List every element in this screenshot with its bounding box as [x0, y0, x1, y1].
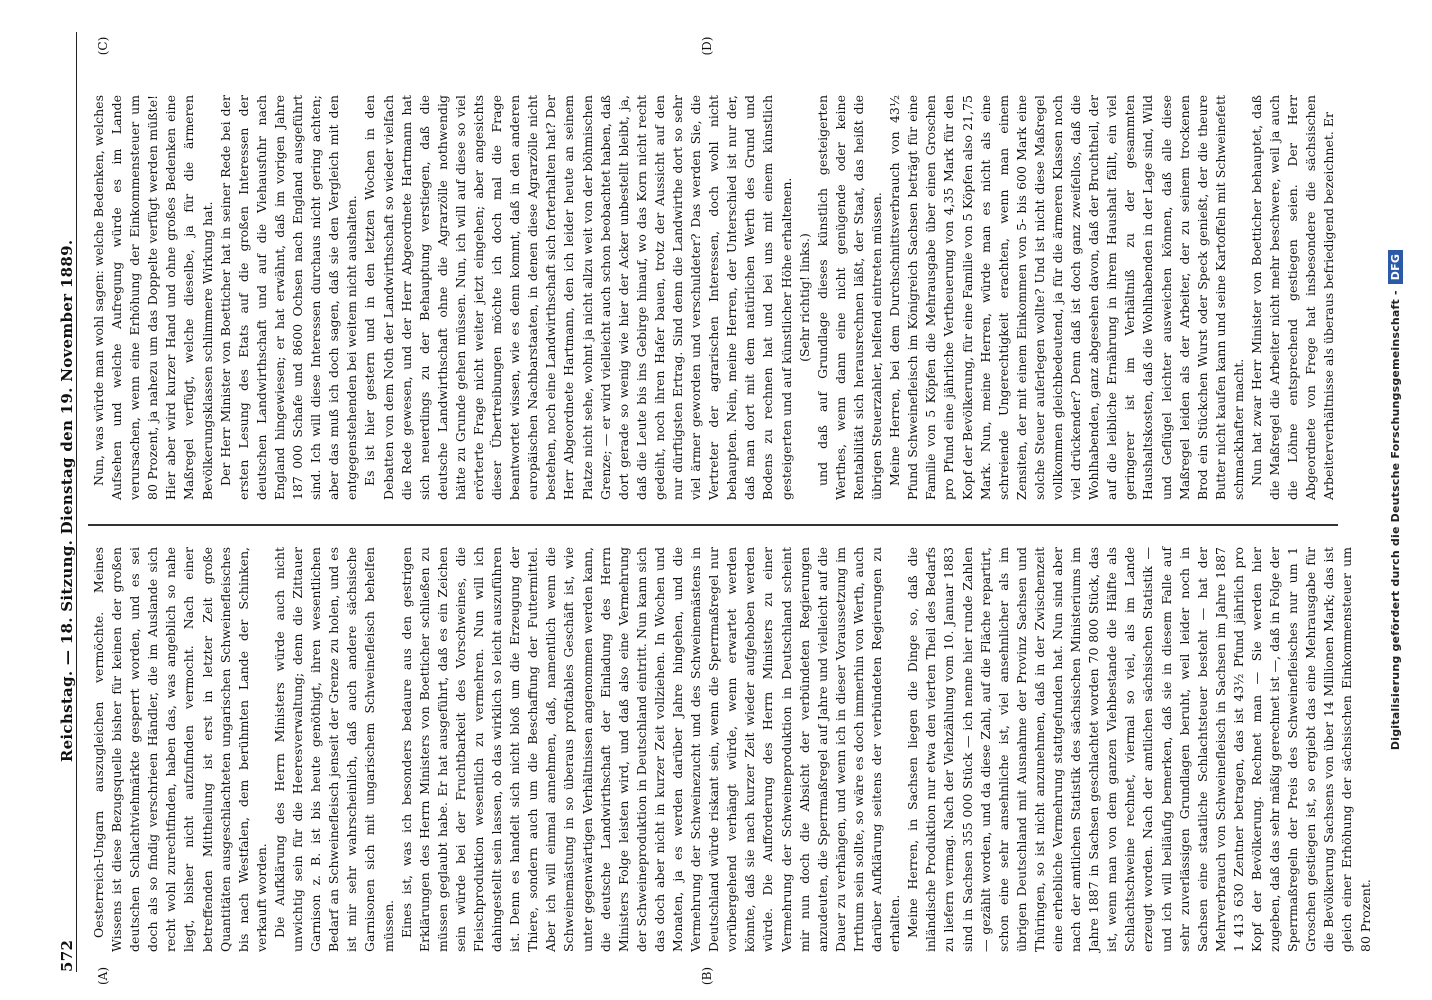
- paragraph: Es ist hier gestern und in den letzten Wochen in den Debatten von dem Noth der Landwirthschaft so wieder vielfach die Rede gewesen, und der Herr Abgeordnete Hartmann hat sich neuerdings zu der Behauptung verstiegen, daß die deutsche Landwirthschaft ohne die Agrarzölle nothwendig hätte zu Grunde gehen müssen. Nun, ich will auf diese so viel erörterte Frage nicht weiter jetzt eingehen; aber angesichts dieser Übertreibungen möchte ich doch mal die Frage beantwortet wissen, wie es denn kommt, daß in den anderen europäischen Nachbarstaaten, in denen diese Agrarzölle nicht bestehen, noch eine Landwirthschaft sich forterhalten hat? Der Herr Abgeordnete Hartmann, den ich leider heute an seinem Platze nicht sehe, wohnt ja nicht allzu weit von der böhmischen Grenze; — er wird vielleicht auch schon beobachtet haben, daß dort gerade so wenig wie hier der Acker unbestellt bleibt, ja, daß die Leute bis ins Gebirge hinauf, wo das Korn nicht recht gedeiht, noch ihren Hafer bauen, trotz der Aussicht auf den nur dürftigsten Ertrag. Sind denn die Landwirthe dort so sehr viel ärmer geworden und verschuldeter? Das werden Sie, die Vertreter der agrarischen Interessen, doch wohl nicht behaupten. Nein, meine Herren, der Unterschied ist nur der, daß man dort mit dem natürlichen Werth des Grund und Bodens zu rechnen hat und bei uns mit einem künstlich gesteigerten und auf künstlicher Höhe erhaltenen.: [362, 95, 794, 500]
- margin-label-b: (B): [700, 966, 714, 986]
- column-divider: [88, 524, 1338, 526]
- paragraph: Der Herr Minister von Boetticher hat in seiner Rede bei der ersten Lesung des Etats auf die großen Interessen der deutschen Landwirthschaft und auf die Viehausfuhr nach England hingewiesen; er hat erwähnt, daß im vorigen Jahre 187 000 Schafe und 8600 Ochsen nach England ausgeführt sind. Ich will diese Interessen durchaus nicht gering achten; aber das muß ich doch sagen, daß sie den Vergleich mit den entgegenstehenden bei weitem nicht aushalten.: [217, 95, 360, 500]
- paragraph: Oesterreich-Ungarn auszugleichen vermöchte. Meines Wissens ist diese Bezugsquelle bisher für keinen der großen deutschen Schlachtviehmärkte gesperrt worden, und es sei doch als so findig verschrieen Händler, die im Auslande sich recht wohl zurechtfinden, haben das, was angeblich so nahe liegt, bisher nicht aufzufinden vermocht. Nach einer betreffenden Mittheilung ist erst in letzter Zeit große Quantitäten ausgeschlachteten ungarischen Schweinefleisches bis nach Westfalen, dem berühmten Lande der Schinken, verkauft worden.: [91, 547, 269, 952]
- paragraph: Eines ist, was ich besonders bedaure aus den gestrigen Erklärungen des Herrn Ministers von Boetticher schließen zu müssen geglaubt habe. Er hat ausgeführt, daß es ein Zeichen sein würde bei der Fruchtbarkeit des Vorschweines, die Fleischproduktion wesentlich zu vermehren. Nun will ich dahingestellt sein lassen, ob das wirklich so leicht auszuführen ist. Denn es handelt sich nicht bloß um die Erzeugung der Thiere, sondern auch um die Beschaffung der Futtermittel. Aber ich will einmal annehmen, daß, namentlich wenn die Schweinemästung in so überaus profitables Geschäft ist, wie unter gegenwärtigen Verhältnissen angenommen werden kann, die deutsche Landwirthschaft der Einladung des Herrn Ministers Folge leisten wird, und daß also eine Vermehrung der Schweineproduktion in Deutschland eintritt. Nun kann sich das doch aber nicht in kurzer Zeit vollziehen. In Wochen und Monaten, ja es werden darüber Jahre hingehen, und die Vermehrung der Schweinezucht und des Schweinemästens in Deutschland würde riskant sein, wenn die Sperrmaßregel nur vorübergehend verhängt würde, wenn erwartet werden könnte, daß sie nach kurzer Zeit wieder aufgehoben werden würde. Die Aufforderung des Herrn Ministers zu einer Vermehrung der Schweineproduktion in Deutschland scheint mir nun doch die Absicht der verbündeten Regierungen anzudeuten, die Sperrmaßregel auf Jahre und vielleicht auf die Dauer zu verhängen, und wenn ich in dieser Voraussetzung im Irrthum sein sollte, so wäre es doch immerhin von Werth, auch darüber Aufklärung seitens der verbündeten Regierungen zu erhalten.: [398, 547, 903, 952]
- interjection: (Sehr richtig! links.): [796, 233, 812, 362]
- margin-label-a: (A): [96, 966, 110, 986]
- margin-label-c: (C): [96, 36, 110, 56]
- dfg-logo: DFG: [1388, 250, 1403, 284]
- paragraph: Die Aufklärung des Herrn Ministers würde auch nicht unwichtig sein für die Heeresverwaltung; denn die Zittauer Garnison z. B. ist bis heute genöthigt, ihren wesentlichen Bedarf an Schweinefleisch jenseit der Grenze zu holen, und es ist mir sehr wahrscheinlich, daß auch andere sächsische Garnisonen sich mit ungarischem Schweinefleisch behelfen müssen.: [271, 547, 396, 952]
- paragraph: Nun, was würde man wohl sagen: welche Bedenken, welches Aufsehen und welche Aufregung würde es im Lande verursachen, wenn eine Erhöhung der Einkommensteuer um 80 Prozent, ja nahezu um das Doppelte verfügt werden müßte! Hier aber wird kurzer Hand und ohne großes Bedenken eine Maßregel verfügt, welche dieselbe, ja für die ärmeren Bevölkerungsklassen schlimmere Wirkung hat.: [91, 95, 215, 500]
- paragraph: Meine Herren, bei dem Durchschnittsverbrauch von 43½ Pfund Schweinefleisch im Königreich Sachsen beträgt für eine Familie von 5 Köpfen die Mehrausgabe über einen Groschen pro Pfund eine jährliche Vertheuerung von 4,35 Mark für den Kopf der Bevölkerung, für eine Familie von 5 Köpfen also 21,75 Mark. Nun, meine Herren, würde man es nicht als eine schreiende Ungerechtigkeit erachten, wenn man einem Zensiten, der mit einem Einkommen von 5- bis 600 Mark eine solche Steuer auferlegen wollte? Und ist nicht diese Maßregel vollkommen gleichbedeutend, ja für die ärmeren Klassen noch viel drückender? Denn daß ist doch ganz zweifellos, daß die Wohlhabenden, ganz abgesehen davon, daß der Bruchtheil, der auf die leibliche Ernährung in ihrem Haushalt fällt, ein viel geringerer ist im Verhältniß zu der gesammten Haushaltskosten, daß die Wohlhabenden in der Lage sind, Wild und Geflügel leichter ausweichen können, daß alle diese Maßregel leiden als der Arbeiter, der zu seinem trockenen Brod ein Stückchen Wurst oder Speck genießt, der die theure Butter nicht kaufen kann und seine Kartoffeln mit Schweinefett schmackhafter macht.: [887, 95, 1246, 500]
- page-title: Reichstag. — 18. Sitzung. Dienstag den 19. November 1889.: [58, 239, 76, 763]
- margin-label-d: (D): [700, 36, 714, 56]
- paragraph: und daß auf Grundlage dieses künstlich gesteigerten Werthes, wenn dann eine nicht genügende oder keine Rentabilität sich herausrechnen läßt, der Staat, das heißt die übrigen Steuerzahler, helfend eintreten müssen.: [814, 95, 885, 500]
- text-column-right: [90, 95, 1340, 500]
- credit-text: Digitalisierung gefördert durch die Deutsche Forschungsgemeinschaft -: [1389, 290, 1402, 751]
- paragraph: Meine Herren, in Sachsen liegen die Dinge so, daß die inländische Produktion nur etwa den vierten Theil des Bedarfs zu liefern vermag. Nach der Viehzählung vom 10. Januar 1883 sind in Sachsen 355 000 Stück — ich nenne hier runde Zahlen — gezählt worden, und da diese Zahl, auf die Fläche repartirt, schon eine sehr ansehnliche ist, viel ansehnlicher als im übrigen Deutschland mit Ausnahme der Provinz Sachsen und Thüringen, so ist nicht anzunehmen, daß in der Zwischenzeit eine erhebliche Vermehrung stattgefunden hat. Nun sind aber nach der amtlichen Statistik des sächsischen Ministeriums im Jahre 1887 in Sachsen geschlachtet worden 70 800 Stück, das ist, wenn man von dem ganzen Viehbestande die Hälfte als Schlachtschweine rechnet, viermal so viel, als im Lande erzeugt worden. Nach der amtlichen sächsischen Statistik — und ich will beiläufig bemerken, daß sie in diesem Falle auf sehr zuverlässigen Grundlagen beruht, weil leider noch in Sachsen eine staatliche Schlachtsteuer besteht — hat der Mehrverbrauch von Schweinefleisch in Sachsen im Jahre 1887 1 413 630 Zentner betragen, das ist 43½ Pfund jährlich pro Kopf der Bevölkerung. Rechnet man — Sie werden hier zugeben, daß das sehr mäßig gerechnet ist —, daß in Folge der Sperrmaßregeln der Preis des Schweinefleisches nur um 1 Groschen gestiegen ist, so ergiebt das eine Mehrausgabe für die Bevölkerung Sachsens von über 14 Millionen Mark; das ist gleich einer Erhöhung der sächsischen Einkommensteuer um 80 Prozent.: [905, 547, 1373, 952]
- page-header: [42, 32, 77, 972]
- digitization-credit: [1388, 0, 1403, 1000]
- page-number: 572: [58, 939, 76, 972]
- paragraph: Nun hat zwar Herr Minister von Boetticher behauptet, daß die Maßregel die Arbeiter nicht mehr beschwere, weil ja auch die Löhne entsprechend gestiegen seien. Der Herr Abgeordnete von Frege hat insbesondere die sächsischen Arbeiterverhältnisse als überaus befriedigend bezeichnet. Er: [1249, 95, 1337, 500]
- text-column-left: [90, 547, 1373, 952]
